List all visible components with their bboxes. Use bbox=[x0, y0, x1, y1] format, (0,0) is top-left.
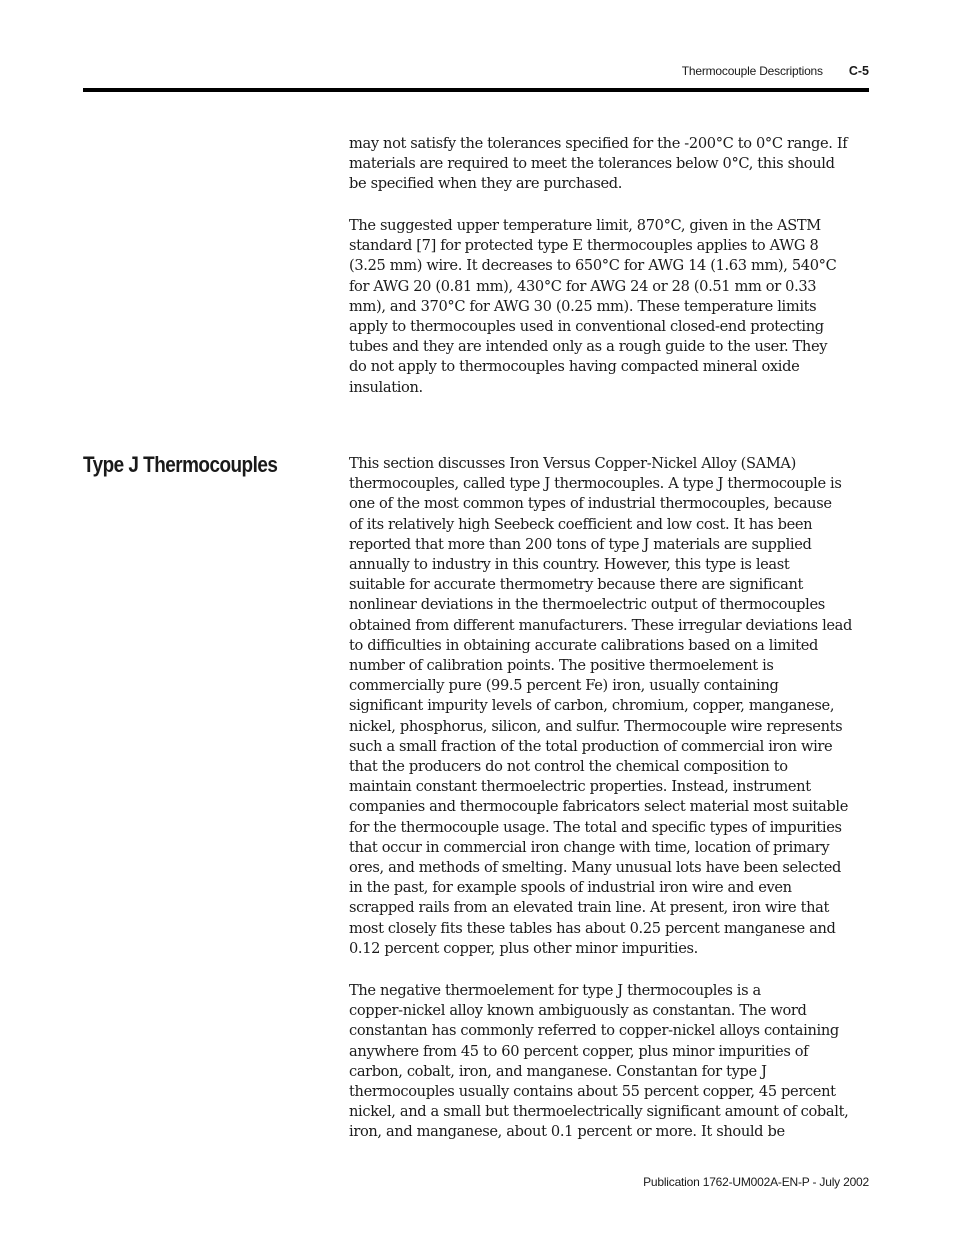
page-number: C-5 bbox=[848, 64, 869, 78]
text-line: anywhere from 45 to 60 percent copper, plus minor impurities of bbox=[349, 1042, 809, 1060]
text-line: thermocouples usually contains about 55 percent copper, 45 percent bbox=[349, 1083, 836, 1101]
text-line: be specified when they are purchased. bbox=[349, 175, 623, 193]
paragraph-text bbox=[349, 454, 869, 959]
text-line: mm), and 370°C for AWG 30 (0.25 mm). These temperature limits bbox=[349, 297, 817, 315]
text-line: nonlinear deviations in the thermoelectric output of thermocouples bbox=[349, 596, 825, 614]
text-line: obtained from different manufacturers. These irregular deviations lead bbox=[349, 616, 853, 634]
text-line: The suggested upper temperature limit, 870°C, given in the ASTM bbox=[349, 217, 821, 234]
paragraph-2 bbox=[349, 216, 869, 398]
text-line: do not apply to thermocouples having compacted mineral oxide bbox=[349, 358, 800, 376]
header-section-title: Thermocouple Descriptions bbox=[681, 64, 823, 78]
text-line: The negative thermoelement for type J thermocouples is a bbox=[349, 982, 761, 999]
text-line: nickel, phosphorus, silicon, and sulfur. Thermocouple wire represents bbox=[349, 717, 843, 735]
text-line: copper-nickel alloy known ambiguously as constantan. The word bbox=[349, 1002, 807, 1020]
text-line: companies and thermocouple fabricators select material most suitable bbox=[349, 798, 848, 816]
text-line: of its relatively high Seebeck coefficient and low cost. It has been bbox=[349, 515, 813, 533]
text-line: tubes and they are intended only as a rough guide to the user. They bbox=[349, 338, 828, 356]
text-line: apply to thermocouples used in conventional closed-end protecting bbox=[349, 318, 824, 336]
text-line: constantan has commonly referred to copper-nickel alloys containing bbox=[349, 1022, 839, 1040]
text-line: significant impurity levels of carbon, chromium, copper, manganese, bbox=[349, 697, 835, 715]
text-line: nickel, and a small but thermoelectrically significant amount of cobalt, bbox=[349, 1103, 849, 1121]
text-line: standard [7] for protected type E thermocouples applies to AWG 8 bbox=[349, 237, 819, 255]
text-line: (3.25 mm) wire. It decreases to 650°C for AWG 14 (1.63 mm), 540°C bbox=[349, 257, 837, 275]
text-line: insulation. bbox=[349, 378, 423, 396]
text-line: This section discusses Iron Versus Copper-Nickel Alloy (SAMA) bbox=[349, 455, 796, 472]
text-line: commercially pure (99.5 percent Fe) iron, usually containing bbox=[349, 677, 779, 695]
text-line: that occur in commercial iron change with time, location of primary bbox=[349, 838, 830, 856]
text-line: maintain constant thermoelectric properties. Instead, instrument bbox=[349, 778, 811, 796]
paragraph-1 bbox=[349, 134, 869, 195]
running-header bbox=[682, 64, 869, 78]
text-line: one of the most common types of industrial thermocouples, because bbox=[349, 495, 832, 513]
text-line: reported that more than 200 tons of type J materials are supplied bbox=[349, 535, 812, 553]
paragraph-text bbox=[349, 216, 869, 398]
text-line: to difficulties in obtaining accurate calibrations based on a limited bbox=[349, 636, 819, 654]
text-line: materials are required to meet the tolerances below 0°C, this should bbox=[349, 155, 835, 173]
text-line: for the thermocouple usage. The total and specific types of impurities bbox=[349, 818, 842, 836]
text-line: scrapped rails from an elevated train line. At present, iron wire that bbox=[349, 899, 830, 917]
text-line: ores, and methods of smelting. Many unusual lots have been selected bbox=[349, 859, 841, 877]
text-line: carbon, cobalt, iron, and manganese. Constantan for type J bbox=[349, 1062, 767, 1080]
text-line: suitable for accurate thermometry because there are significant bbox=[349, 576, 804, 594]
text-line: that the producers do not control the chemical composition to bbox=[349, 758, 788, 776]
text-line: 0.12 percent copper, plus other minor impurities. bbox=[349, 939, 698, 957]
publication-footer: Publication 1762-UM002A-EN-P - July 2002 bbox=[643, 1175, 869, 1189]
text-line: thermocouples, called type J thermocouples. A type J thermocouple is bbox=[349, 475, 842, 493]
paragraph-text bbox=[349, 134, 869, 195]
text-line: such a small fraction of the total production of commercial iron wire bbox=[349, 737, 833, 755]
paragraph-3 bbox=[349, 454, 869, 959]
text-line: most closely fits these tables has about 0.25 percent manganese and bbox=[349, 919, 836, 937]
header-rule bbox=[83, 88, 869, 92]
text-line: iron, and manganese, about 0.1 percent or more. It should be bbox=[349, 1123, 785, 1141]
section-heading: Type J Thermocouples bbox=[83, 452, 278, 477]
text-line: in the past, for example spools of industrial iron wire and even bbox=[349, 879, 792, 897]
text-line: may not satisfy the tolerances specified for the -200°C to 0°C range. If bbox=[349, 135, 848, 152]
text-line: for AWG 20 (0.81 mm), 430°C for AWG 24 or 28 (0.51 mm or 0.33 bbox=[349, 277, 817, 295]
paragraph-4 bbox=[349, 981, 869, 1143]
paragraph-text bbox=[349, 981, 869, 1143]
text-line: number of calibration points. The positive thermoelement is bbox=[349, 657, 774, 675]
text-line: annually to industry in this country. However, this type is least bbox=[349, 556, 790, 574]
